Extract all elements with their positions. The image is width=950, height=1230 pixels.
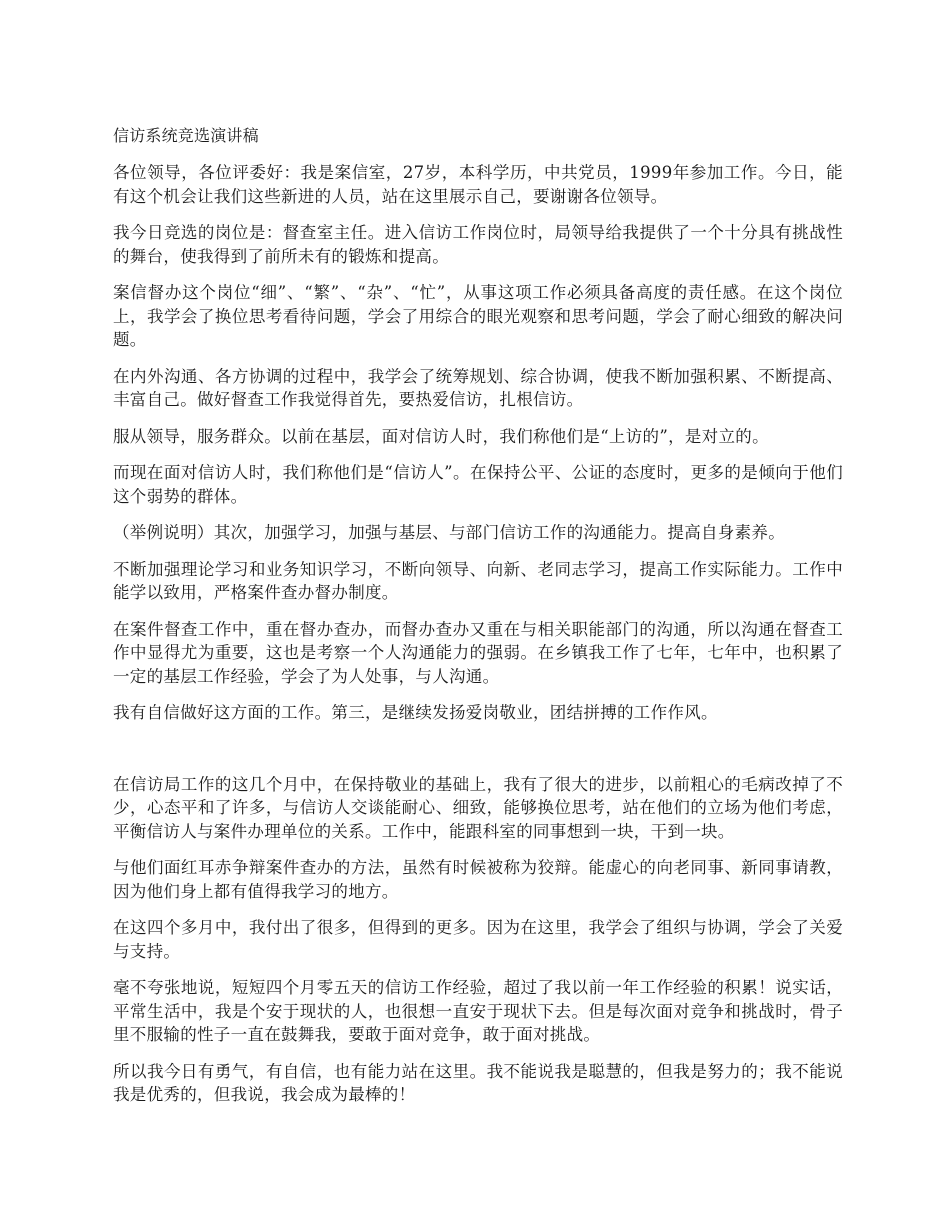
paragraph: 在案件督查工作中，重在督办查办，而督办查办又重在与相关职能部门的沟通，所以沟通在督查工作中显得尤为重要，这也是考察一个人沟通能力的强弱。在乡镇我工作了七年，七年中，也积累了一定的基层工作经验，学会了为人处事，与人沟通。 — [113, 619, 843, 686]
paragraph: 在内外沟通、各方协调的过程中，我学会了统筹规划、综合协调，使我不断加强积累、不断提高、丰富自己。做好督查工作我觉得首先，要热爱信访，扎根信访。 — [113, 366, 843, 409]
paragraph: 服从领导，服务群众。以前在基层，面对信访人时，我们称他们是“上访的”，是对立的。 — [113, 426, 769, 446]
paragraph: 在这四个多月中，我付出了很多，但得到的更多。因为在这里，我学会了组织与协调，学会了关爱与支持。 — [113, 918, 843, 961]
document-body-part2 — [113, 773, 843, 1107]
paragraph: 不断加强理论学习和业务知识学习，不断向领导、向新、老同志学习，提高工作实际能力。工作中能学以致用，严格案件查办督办制度。 — [113, 559, 843, 602]
paragraph: 案信督办这个岗位“细”、“繁”、“杂”、“忙”，从事这项工作必须具备高度的责任感。在这个岗位上，我学会了换位思考看待问题，学会了用综合的眼光观察和思考问题，学会了耐心细致的解决问题。 — [113, 283, 843, 349]
paragraph: 我有自信做好这方面的工作。第三，是继续发扬爱岗敬业，团结拼搏的工作作风。 — [113, 703, 718, 722]
paragraph: 而现在面对信访人时，我们称他们是“信访人”。在保持公平、公证的态度时，更多的是倾向于他们这个弱势的群体。 — [113, 463, 843, 506]
paragraph: 与他们面红耳赤争辩案件查办的方法，虽然有时候被称为狡辩。能虚心的向老同事、新同事请教，因为他们身上都有值得我学习的地方。 — [113, 858, 843, 901]
document-body-part1 — [113, 161, 843, 725]
paragraph: 所以我今日有勇气，有自信，也有能力站在这里。我不能说我是聪慧的，但我是努力的；我不能说我是优秀的，但我说，我会成为最棒的！ — [113, 1061, 843, 1104]
paragraph: 在信访局工作的这几个月中，在保持敬业的基础上，我有了很大的进步，以前粗心的毛病改掉了不少，心态平和了许多，与信访人交谈能耐心、细致，能够换位思考，站在他们的立场为他们考虑，平衡信访人与案件办理单位的关系。工作中，能跟科室的同事想到一块，干到一块。 — [113, 774, 843, 841]
document-title: 信访系统竞选演讲稿 — [113, 126, 259, 145]
section-gap — [113, 738, 843, 773]
paragraph: 各位领导，各位评委好：我是案信室，27岁，本科学历，中共党员，1999年参加工作。今日，能有这个机会让我们这些新进的人员，站在这里展示自己，要谢谢各位领导。 — [113, 163, 843, 206]
document-page — [113, 124, 843, 1120]
paragraph: 毫不夸张地说，短短四个月零五天的信访工作经验，超过了我以前一年工作经验的积累！说实话，平常生活中，我是个安于现状的人，也很想一直安于现状下去。但是每次面对竞争和挑战时，骨子里不服输的性子一直在鼓舞我，要敢于面对竞争，敢于面对挑战。 — [113, 978, 843, 1044]
paragraph: （举例说明）其次，加强学习，加强与基层、与部门信访工作的沟通能力。提高自身素养。 — [113, 523, 785, 542]
paragraph: 我今日竞选的岗位是：督查室主任。进入信访工作岗位时，局领导给我提供了一个十分具有挑战性的舞台，使我得到了前所未有的锻炼和提高。 — [113, 223, 843, 266]
